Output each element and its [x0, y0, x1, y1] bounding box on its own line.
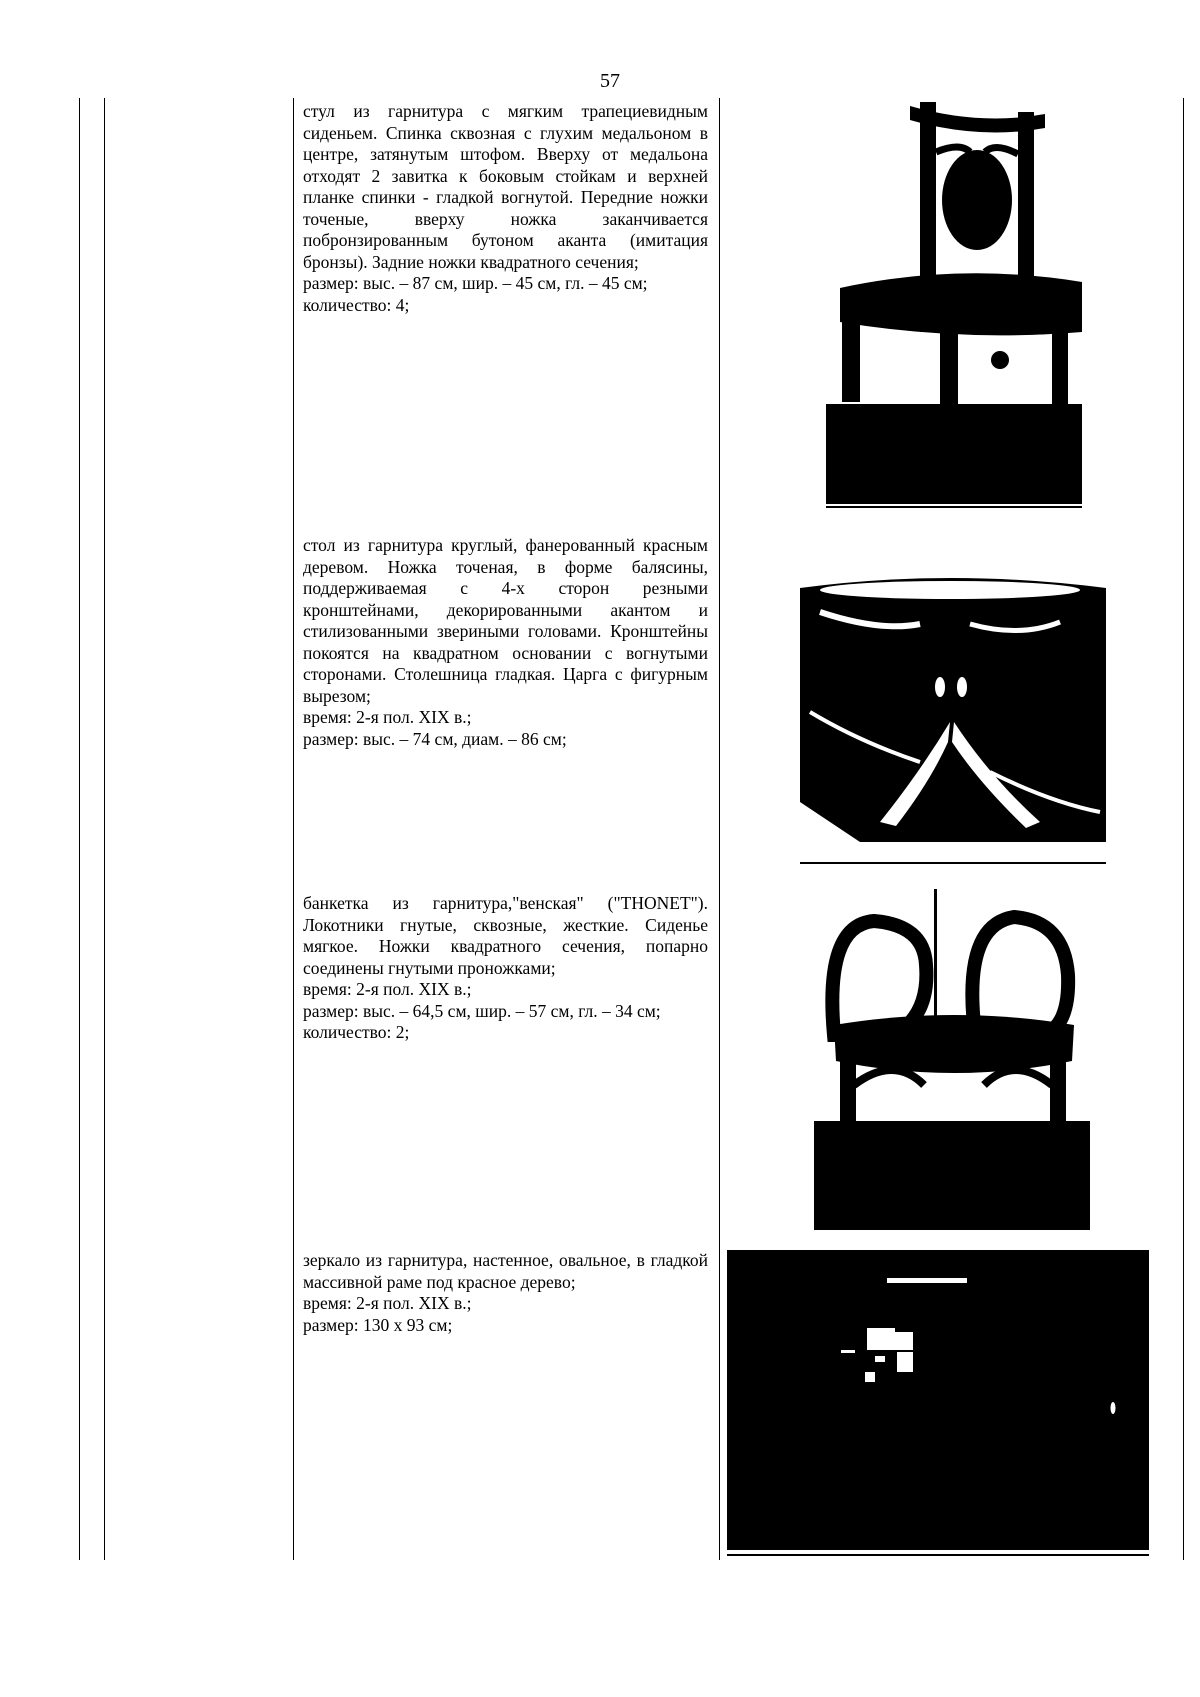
page-number: 57: [600, 70, 620, 92]
item-quantity: количество: 2;: [303, 1022, 410, 1042]
item-text: зеркало из гарнитура, настенное, овальное, в гладкой массивной раме под красное дерево;: [303, 1250, 708, 1292]
item-size: размер: выс. – 74 см, диам. – 86 см;: [303, 728, 567, 749]
item-description-table: [303, 535, 708, 750]
item-quantity: количество: 4;: [303, 294, 410, 315]
table-border-right: [1183, 98, 1184, 1560]
table-border-left-inner: [104, 98, 105, 1560]
table-border-left-outer: [79, 98, 80, 1560]
item-time: время: 2-я пол. XIX в.;: [303, 707, 472, 727]
item-size: размер: 130 х 93 см;: [303, 1314, 453, 1335]
item-size: размер: выс. – 64,5 см, шир. – 57 см, гл. – 34 см;: [303, 1000, 661, 1021]
item-text: стол из гарнитура круглый, фанерованный красным деревом. Ножка точеная, в форме балясины, поддерживаемая с 4-х сторон резными кронштейнами, декорированными акантом и стилизованными звериными головами. Кронштейны покоятся на квадратном основании с вогнутыми сторонами. Столешница гладкая. Царга с фигурным вырезом;: [303, 535, 708, 706]
item-description-bench: [303, 893, 708, 1044]
column-divider-photo: [719, 98, 720, 1560]
item-size: размер: выс. – 87 см, шир. – 45 см, гл. – 45 см;: [303, 273, 648, 293]
item-description-mirror: [303, 1250, 708, 1336]
column-divider-description: [293, 98, 294, 1560]
item-time: время: 2-я пол. XIX в.;: [303, 979, 472, 999]
item-time: время: 2-я пол. XIX в.;: [303, 1293, 472, 1313]
item-text: банкетка из гарнитура,"венская" ("THONET"). Локотники гнутые, сквозные, жесткие. Сиденье мягкое. Ножки квадратного сечения, попарно соединены гнутыми проножками;: [303, 893, 708, 978]
mirror-photo: [727, 1250, 1149, 1560]
item-description-chair: [303, 101, 708, 316]
table-photo: [800, 572, 1106, 866]
bench-photo: [814, 885, 1090, 1230]
item-text: стул из гарнитура с мягким трапециевидным сиденьем. Спинка сквозная с глухим медальоном в центре, затянутым штофом. Вверху от медальона отходят 2 завитка к боковым стойкам и верхней планке спинки - гладкой вогнутой. Передние ножки точеные, вверху ножка заканчивается побронзированным бутоном аканта (имитация бронзы). Задние ножки квадратного сечения;: [303, 101, 708, 272]
chair-photo: [820, 92, 1082, 510]
